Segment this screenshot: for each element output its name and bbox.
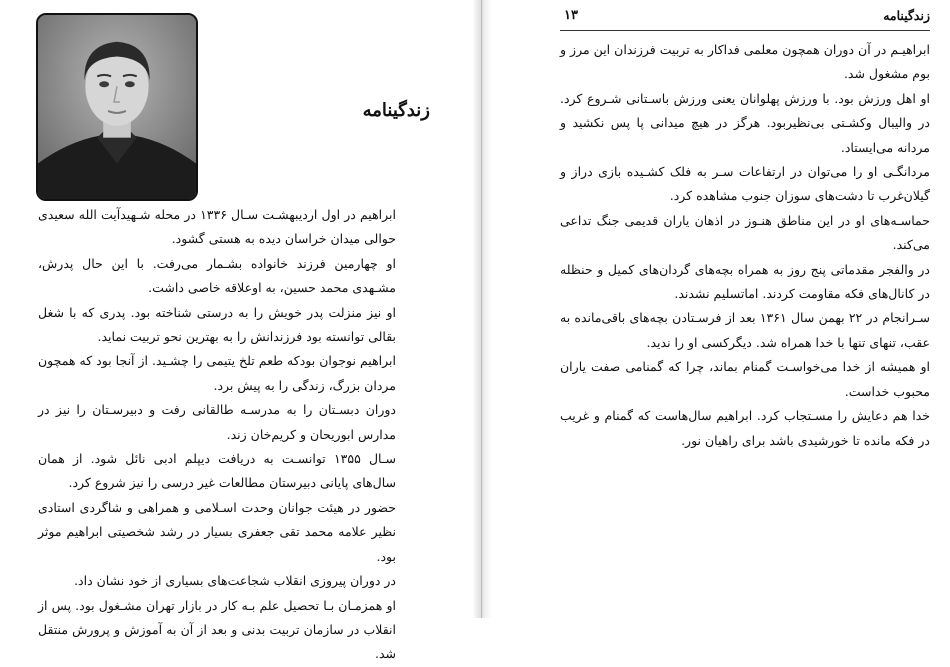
right-body-text: [560, 38, 930, 453]
paragraph: در دوران پیروزی انقلاب شجاعت‌های بسیاری از خود نشان داد.: [74, 573, 396, 589]
book-gutter: [474, 0, 492, 618]
running-title: زندگینامه: [883, 8, 930, 23]
paragraph: در والفجر مقدماتی پنج روز به همراه بچه‌های گردان‌های کمیل و حنظله در کانال‌های فکه مقاومت کردند. اماتسلیم نشدند.: [560, 261, 930, 302]
paragraph: او نیز منزلت پدر خویش را به درستی شناخته بود. پدری که با شغل بقالی توانسته بود فرزندانش را به بهترین نحو تربیت نماید.: [38, 304, 396, 345]
page-number: ۱۳: [564, 8, 578, 23]
paragraph: ابراهیم در اول اردیبهشـت سـال ۱۳۳۶ در محله شـهیدآیت الله سعیدی حوالی میدان خراسان دیده به هستی گشود.: [38, 207, 396, 247]
paragraph: او اهل ورزش بود. با ورزش پهلوانان یعنی ورزش باسـتانی شـروع کرد. در والیبال وکشـتی بی‌نظیربود. هرگز در هیچ میدانی پا پس نکشید و مردانه می‌ایستاد.: [560, 90, 930, 155]
paragraph: او همزمـان بـا تحصیل علم بـه کار در بازار تهران مشـغول بود. پس از انقلاب در سازمان تربیت بدنی و بعد از آن به آموزش و پرورش منتقل شد.: [38, 597, 396, 662]
left-body-text: [38, 203, 396, 667]
paragraph: او همیشه از خدا می‌خواسـت گمنام بماند، چرا که گمنامی صفت یاران محبوب خداست.: [560, 359, 930, 399]
paragraph: دوران دبسـتان را به مدرسـه طالقانی رفت و دبیرسـتان را نیز در مدارس ابوریحان و کریم‌خان زند.: [38, 402, 396, 442]
paragraph: سـرانجام در ۲۲ بهمن سال ۱۳۶۱ بعد از فرسـتادن بچه‌های باقی‌مانده به عقب، تنهای تنها با خدا همراه شد. دیگرکسی او را ندید.: [560, 310, 930, 350]
page-divider: [481, 0, 482, 618]
paragraph: مردانگـی او را می‌توان در ارتفاعات سـر به فلک کشـیده بازی دراز و گیلان‌غرب تا دشت‌های سوزان جنوب مشاهده کرد.: [560, 164, 930, 204]
paragraph: سـال ۱۳۵۵ توانسـت به دریافت دیپلم ادبی نائل شود. از همان سال‌های پایانی دبیرستان مطالعات غیر درسی را نیز شروع کرد.: [38, 451, 396, 491]
paragraph: ابراهیـم در آن دوران همچون معلمی فداکار به تربیت فرزندان این مرز و بوم مشغول شد.: [560, 42, 930, 82]
paragraph: او چهارمین فرزند خانواده بشـمار می‌رفت. با این حال پدرش، مشـهدی محمد حسین، به اوعلاقه خاصی داشت.: [38, 255, 396, 296]
left-page: [0, 0, 474, 662]
paragraph: ابراهیم نوجوان بودکه طعم تلخ یتیمی را چشـید. از آنجا بود که همچون مردان بزرگ، زندگی را به پیش برد.: [38, 353, 396, 393]
paragraph: حماسـه‌های او در این مناطق هنـوز در اذهان یاران قدیمی جنگ تداعی می‌کند.: [560, 212, 930, 253]
running-header: [560, 8, 930, 31]
portrait-image: [38, 15, 196, 199]
paragraph: حضور در هیئت جوانان وحدت اسـلامی و همراهی و شاگردی استادی نظیر علامه محمد تقی جعفری بسیار در رشد شخصیتی ابراهیم موثر بود.: [38, 499, 396, 564]
portrait-photo: [36, 13, 198, 201]
page-title: زندگینامه: [362, 100, 430, 121]
paragraph: خدا هم دعایش را مسـتجاب کرد. ابراهیم سال‌هاست که گمنام و غریب در فکه مانده تا خورشیدی باشد برای راهیان نور.: [560, 408, 930, 448]
